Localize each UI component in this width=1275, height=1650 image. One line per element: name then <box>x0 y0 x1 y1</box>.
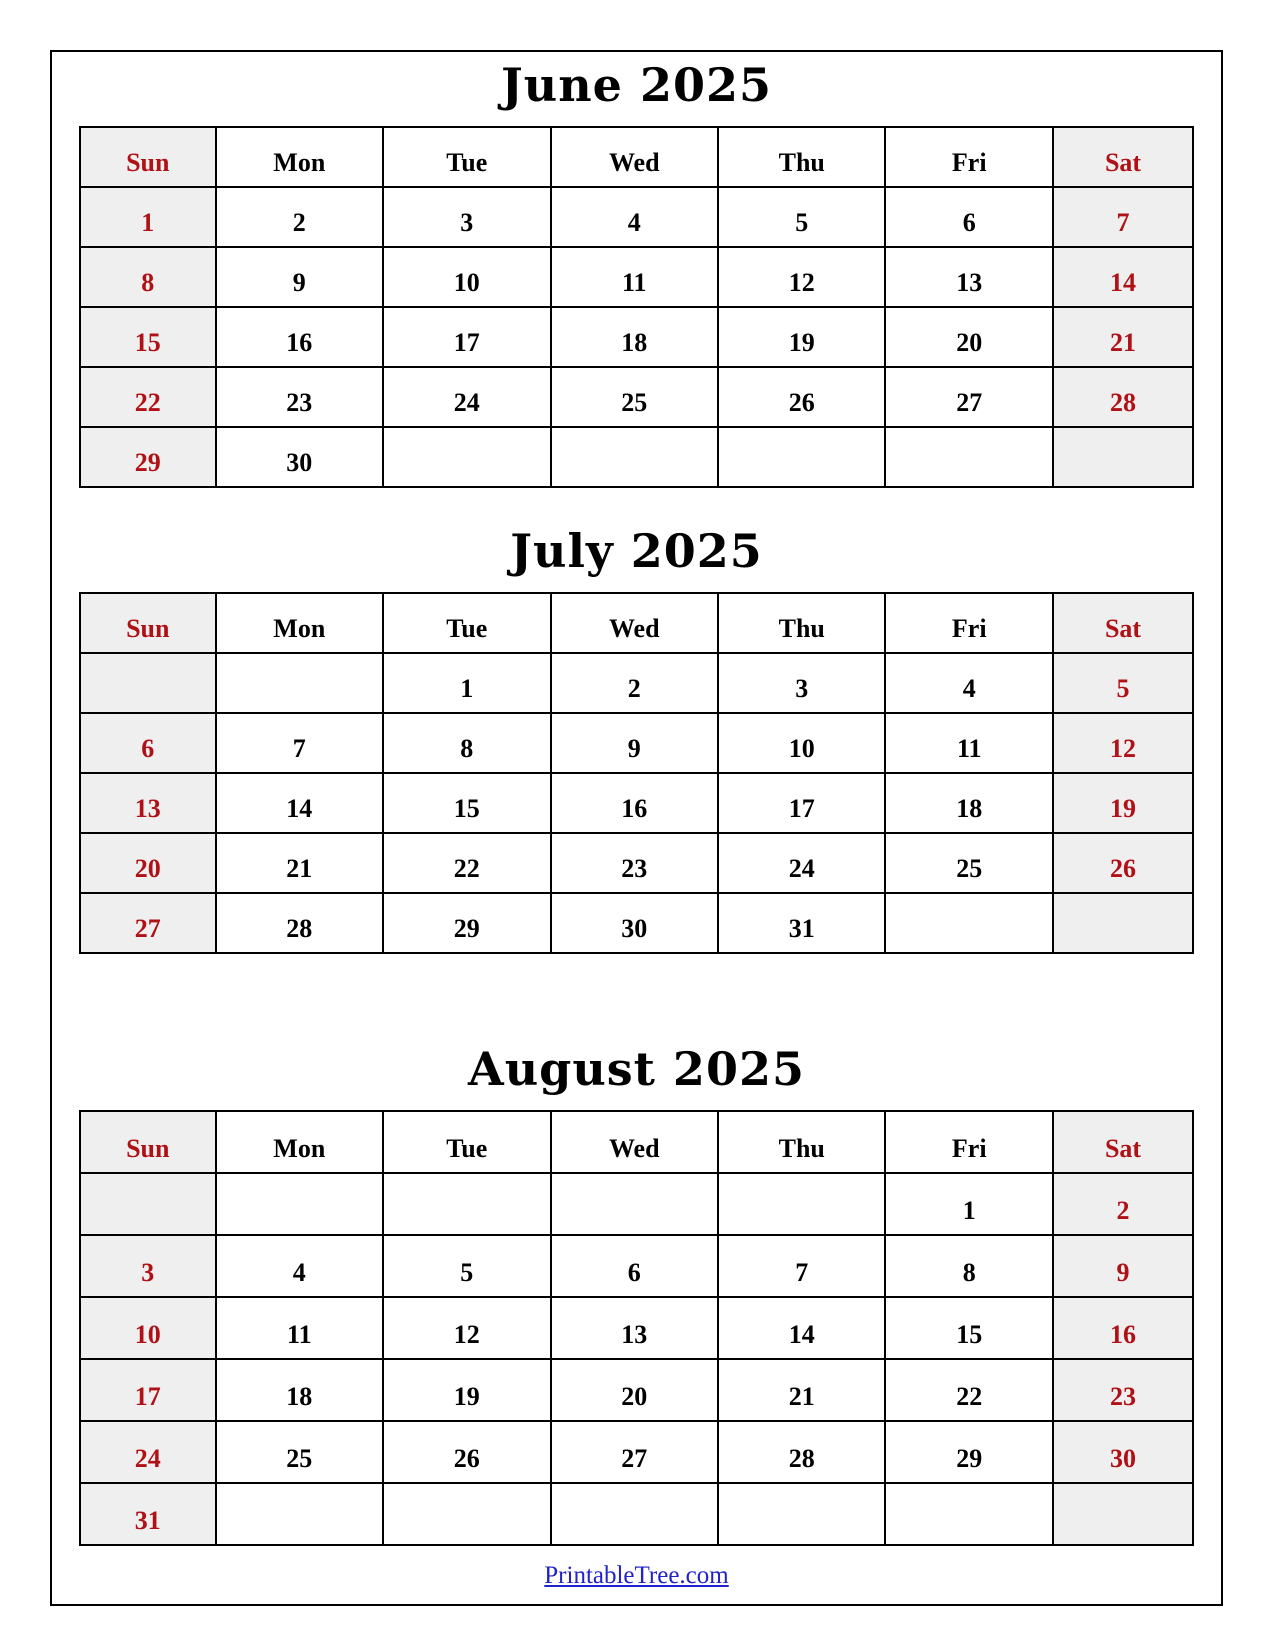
day-cell-14: 14 <box>1053 247 1193 307</box>
empty-day-cell <box>1053 427 1193 487</box>
weekday-header-sat: Sat <box>1053 593 1193 653</box>
calendar-week-row <box>80 1483 1193 1545</box>
weekday-header-wed: Wed <box>551 593 718 653</box>
day-cell-8: 8 <box>383 713 550 773</box>
empty-day-cell <box>885 893 1053 953</box>
empty-day-cell <box>551 1483 718 1545</box>
weekday-header-row <box>80 1111 1193 1173</box>
day-cell-1: 1 <box>885 1173 1053 1235</box>
footer-link[interactable]: PrintableTree.com <box>544 1562 729 1589</box>
day-cell-22: 22 <box>383 833 550 893</box>
day-cell-19: 19 <box>1053 773 1193 833</box>
month-section-june <box>52 56 1221 488</box>
empty-day-cell <box>718 1483 885 1545</box>
day-cell-11: 11 <box>216 1297 383 1359</box>
day-cell-2: 2 <box>551 653 718 713</box>
empty-day-cell <box>383 1483 550 1545</box>
day-cell-17: 17 <box>718 773 885 833</box>
empty-day-cell <box>383 1173 550 1235</box>
day-cell-3: 3 <box>80 1235 216 1297</box>
day-cell-24: 24 <box>383 367 550 427</box>
day-cell-1: 1 <box>383 653 550 713</box>
day-cell-8: 8 <box>885 1235 1053 1297</box>
day-cell-7: 7 <box>1053 187 1193 247</box>
day-cell-30: 30 <box>1053 1421 1193 1483</box>
empty-day-cell <box>383 427 550 487</box>
calendar-page <box>50 50 1223 1606</box>
day-cell-16: 16 <box>1053 1297 1193 1359</box>
calendar-week-row <box>80 247 1193 307</box>
month-title-august: August 2025 <box>468 1042 805 1096</box>
calendar-week-row <box>80 773 1193 833</box>
day-cell-18: 18 <box>216 1359 383 1421</box>
day-cell-10: 10 <box>383 247 550 307</box>
calendar-table-july <box>79 592 1194 954</box>
empty-day-cell <box>216 1173 383 1235</box>
day-cell-29: 29 <box>885 1421 1053 1483</box>
weekday-header-wed: Wed <box>551 127 718 187</box>
weekday-header-sun: Sun <box>80 593 216 653</box>
calendar-week-row <box>80 893 1193 953</box>
day-cell-20: 20 <box>885 307 1053 367</box>
day-cell-1: 1 <box>80 187 216 247</box>
day-cell-21: 21 <box>718 1359 885 1421</box>
weekday-header-wed: Wed <box>551 1111 718 1173</box>
weekday-header-sun: Sun <box>80 1111 216 1173</box>
empty-day-cell <box>551 1173 718 1235</box>
empty-day-cell <box>551 427 718 487</box>
day-cell-11: 11 <box>885 713 1053 773</box>
day-cell-5: 5 <box>718 187 885 247</box>
day-cell-31: 31 <box>718 893 885 953</box>
day-cell-22: 22 <box>885 1359 1053 1421</box>
empty-day-cell <box>80 1173 216 1235</box>
weekday-header-thu: Thu <box>718 127 885 187</box>
weekday-header-fri: Fri <box>885 1111 1053 1173</box>
weekday-header-tue: Tue <box>383 127 550 187</box>
empty-day-cell <box>885 427 1053 487</box>
weekday-header-row <box>80 593 1193 653</box>
calendar-week-row <box>80 653 1193 713</box>
day-cell-14: 14 <box>216 773 383 833</box>
empty-day-cell <box>718 1173 885 1235</box>
weekday-header-sun: Sun <box>80 127 216 187</box>
day-cell-27: 27 <box>551 1421 718 1483</box>
day-cell-31: 31 <box>80 1483 216 1545</box>
day-cell-18: 18 <box>551 307 718 367</box>
weekday-header-tue: Tue <box>383 593 550 653</box>
day-cell-19: 19 <box>718 307 885 367</box>
day-cell-5: 5 <box>1053 653 1193 713</box>
day-cell-30: 30 <box>216 427 383 487</box>
calendar-week-row <box>80 427 1193 487</box>
day-cell-28: 28 <box>1053 367 1193 427</box>
calendar-week-row <box>80 1173 1193 1235</box>
day-cell-17: 17 <box>383 307 550 367</box>
weekday-header-mon: Mon <box>216 1111 383 1173</box>
empty-day-cell <box>1053 1483 1193 1545</box>
empty-day-cell <box>216 1483 383 1545</box>
day-cell-4: 4 <box>216 1235 383 1297</box>
day-cell-15: 15 <box>80 307 216 367</box>
day-cell-7: 7 <box>216 713 383 773</box>
empty-day-cell <box>216 653 383 713</box>
day-cell-13: 13 <box>885 247 1053 307</box>
weekday-header-fri: Fri <box>885 593 1053 653</box>
day-cell-22: 22 <box>80 367 216 427</box>
day-cell-27: 27 <box>885 367 1053 427</box>
day-cell-2: 2 <box>216 187 383 247</box>
day-cell-13: 13 <box>80 773 216 833</box>
empty-day-cell <box>80 653 216 713</box>
weekday-header-thu: Thu <box>718 1111 885 1173</box>
day-cell-12: 12 <box>383 1297 550 1359</box>
day-cell-26: 26 <box>1053 833 1193 893</box>
calendar-week-row <box>80 1297 1193 1359</box>
day-cell-6: 6 <box>551 1235 718 1297</box>
day-cell-25: 25 <box>885 833 1053 893</box>
day-cell-3: 3 <box>718 653 885 713</box>
month-section-july <box>52 522 1221 954</box>
day-cell-8: 8 <box>80 247 216 307</box>
footer <box>52 1562 1221 1590</box>
day-cell-24: 24 <box>718 833 885 893</box>
month-title-june: June 2025 <box>501 58 772 112</box>
day-cell-14: 14 <box>718 1297 885 1359</box>
day-cell-23: 23 <box>551 833 718 893</box>
day-cell-10: 10 <box>80 1297 216 1359</box>
calendar-table-june <box>79 126 1194 488</box>
weekday-header-mon: Mon <box>216 127 383 187</box>
empty-day-cell <box>718 427 885 487</box>
weekday-header-row <box>80 127 1193 187</box>
weekday-header-fri: Fri <box>885 127 1053 187</box>
month-title-july: July 2025 <box>510 524 763 578</box>
day-cell-20: 20 <box>80 833 216 893</box>
month-section-august <box>52 1040 1221 1546</box>
day-cell-29: 29 <box>383 893 550 953</box>
day-cell-26: 26 <box>718 367 885 427</box>
calendar-week-row <box>80 1235 1193 1297</box>
day-cell-3: 3 <box>383 187 550 247</box>
day-cell-30: 30 <box>551 893 718 953</box>
day-cell-26: 26 <box>383 1421 550 1483</box>
day-cell-28: 28 <box>216 893 383 953</box>
calendar-week-row <box>80 367 1193 427</box>
day-cell-25: 25 <box>216 1421 383 1483</box>
day-cell-27: 27 <box>80 893 216 953</box>
day-cell-18: 18 <box>885 773 1053 833</box>
weekday-header-tue: Tue <box>383 1111 550 1173</box>
day-cell-10: 10 <box>718 713 885 773</box>
day-cell-15: 15 <box>885 1297 1053 1359</box>
day-cell-21: 21 <box>1053 307 1193 367</box>
day-cell-7: 7 <box>718 1235 885 1297</box>
day-cell-9: 9 <box>216 247 383 307</box>
day-cell-6: 6 <box>80 713 216 773</box>
weekday-header-sat: Sat <box>1053 1111 1193 1173</box>
day-cell-23: 23 <box>1053 1359 1193 1421</box>
day-cell-12: 12 <box>718 247 885 307</box>
day-cell-19: 19 <box>383 1359 550 1421</box>
day-cell-4: 4 <box>885 653 1053 713</box>
day-cell-21: 21 <box>216 833 383 893</box>
day-cell-16: 16 <box>551 773 718 833</box>
empty-day-cell <box>1053 893 1193 953</box>
day-cell-15: 15 <box>383 773 550 833</box>
day-cell-24: 24 <box>80 1421 216 1483</box>
weekday-header-thu: Thu <box>718 593 885 653</box>
day-cell-11: 11 <box>551 247 718 307</box>
weekday-header-mon: Mon <box>216 593 383 653</box>
day-cell-9: 9 <box>551 713 718 773</box>
day-cell-12: 12 <box>1053 713 1193 773</box>
day-cell-13: 13 <box>551 1297 718 1359</box>
calendar-week-row <box>80 713 1193 773</box>
calendar-week-row <box>80 1359 1193 1421</box>
day-cell-20: 20 <box>551 1359 718 1421</box>
day-cell-23: 23 <box>216 367 383 427</box>
day-cell-29: 29 <box>80 427 216 487</box>
day-cell-6: 6 <box>885 187 1053 247</box>
calendar-table-august <box>79 1110 1194 1546</box>
calendar-week-row <box>80 187 1193 247</box>
calendar-week-row <box>80 1421 1193 1483</box>
day-cell-28: 28 <box>718 1421 885 1483</box>
day-cell-17: 17 <box>80 1359 216 1421</box>
day-cell-9: 9 <box>1053 1235 1193 1297</box>
weekday-header-sat: Sat <box>1053 127 1193 187</box>
empty-day-cell <box>885 1483 1053 1545</box>
day-cell-5: 5 <box>383 1235 550 1297</box>
day-cell-16: 16 <box>216 307 383 367</box>
day-cell-2: 2 <box>1053 1173 1193 1235</box>
calendar-week-row <box>80 307 1193 367</box>
day-cell-4: 4 <box>551 187 718 247</box>
day-cell-25: 25 <box>551 367 718 427</box>
calendar-week-row <box>80 833 1193 893</box>
